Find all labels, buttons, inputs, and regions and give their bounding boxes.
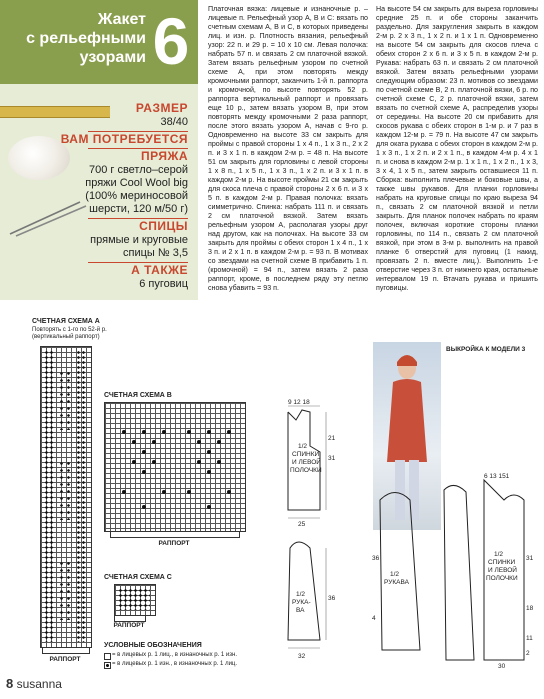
chart-a-stitches: [58, 460, 72, 520]
yarn-line: 700 г светло–серой: [88, 164, 188, 176]
dim-label: 31: [328, 455, 336, 462]
dim-label: 11: [526, 635, 533, 642]
title-line: Жакет: [97, 11, 146, 28]
also-heading: А ТАКЖЕ: [131, 263, 188, 277]
rapport-label: РАППОРТ: [158, 540, 190, 547]
measuring-tape-image: [0, 106, 110, 118]
purl-symbol-icon: [104, 662, 111, 669]
needles-line: спицы № 3,5: [122, 247, 188, 259]
dim-label: 2: [526, 650, 530, 657]
chart-a-stitches: [76, 350, 86, 642]
dim-label: 30: [498, 663, 506, 670]
front-label: ПОЛОЧКИ: [290, 467, 322, 474]
yarn-heading: ПРЯЖА: [141, 149, 188, 163]
instructions-column-2: На высоте 54 см закрыть для выреза горловины средние 25 п. и обе стороны заканчить раздельно. Для закругления закрыть в каждом 2-м р. 2 х 3 п., 1 х 2 п. и 1 х 1 п. Одновременно на высоте 54 см закрыть для скосов плеча с обеих сторон 2 х 6 п. и 3 х 5 п. в каждом 2-м р. Рукава: набрать 63 п. и связать 2 см платочной вязкой. Затем вязать рельефными узорами следующим образом: 23 п. мотивов со звездами по счетной схеме В, 2 п. платочной вязки, 6 р. по счетной схеме С, 2 р. платочной вязки, затем вязать по счетной схеме А, распределив узоры от середины. На высоте 20 см прибавить для скосов рукава с обеих сторон в 1-м р. и 7 раз в каждом 12-м р. = 79 п. На высоте 47 см закрыть для оката рукава с обеих сторон в каждом 2-м р. 1 х 3 п., 1 х 2 п. и 2 х 1 п., в каждом 4-м р. 4 х 1 п. и снова в каждом 2-м р. 1 х 1 п., 1 х 2 п., 1 х 3, 3 х 4, 1 х 5 п., затем закрыть оставшиеся 11 п. Сборка: выполнить плечевые и боковые швы, а также швы рукавов. Для планки горловины набрать на круговые спицы по краю выреза 94 п., связать 2 см платочной вязкой и петли закрыть. Для планок полочек набрать по краям полочек, включая короткие стороны планки горловины, по 114 п., связать 2 см платочной вязкой, при этом в 3-м р. выполнить на правой планке 6 отверстий для пуговиц (1 накид, провязать 2 п. вместе лиц.). Выполнить 1-е отверстие через 3 п. от нижнего края, остальные интервалом 19 п. Втачать рукава и пришить пуговицы.: [376, 5, 538, 292]
dim-label: 36: [372, 555, 380, 562]
yarn-line: пряжи Cool Wool big: [85, 177, 188, 189]
instructions-column-1: Платочная вязка: лицевые и изнаночные р. – лицевые п. Рельефный узор А, В и С: вязать по счетным схемам А, В и С, в которых приведены лиц. и изн. р. Плотность вязания, рельефный узор: 22 п. и 29 р. = 10 х 10 см. Левая полочка: набрать 57 п. и связать 2 см платочной вязкой. Затем вязать рельефным узором по счетной схеме А, при этом повторять между кромочными раппорт, заканчить 1-й п. раппорта и кромочной, по высоте повторять 52 р. раппорта вертикальный раппорт и провязать еще 10 р., затем вязать узором В, при этом повторять между кромочными 2 раза раппорт, после этого вязать узором А, начав с 9-го р. Одновременно на высоте 33 см закрыть для проймы с правой стороны 1 х 4 п., 1 х 3 п., 2 х 2 п. и 3 х 1 п. в каждом 2-м р. = 48 п. На высоте 51 см закрыть для горловины с левой стороны 1 х 8 п., 1 х 5 п., 1 х 3 п., 1 х 2 п. и 3 х 1 п. в каждом 2-м р. На высоте проймы 21 см закрыть для скоса плеча с правой стороны 2 х 6 п. и 3 х 5 п. в каждом 2-м р. Правая полочка: вязать симметрично. Спинка: набрать 111 п. и связать 2 см платочной вязкой. Затем вязать рельефным узором А, располагая узоры друг над другом, как на полочках. На высоте 33 см закрыть для проймы с обеих сторон 1 х 4 п., 1 х 3 п. и 2 х 1 п. в каждом 2-м р. = 93 п. В мотивах со звездами на счетной схеме В прибавить 1 п. (кромочной) = 94 п., затем вязать 2 раза раппорт, кроме, в последнем ряду эту петлю снова убавить = 93 п.: [208, 5, 368, 292]
front-label: И ЛЕВОЙ: [292, 459, 321, 466]
title-line: узорами: [79, 49, 146, 66]
rapport-bracket: [110, 532, 240, 538]
chart-a-note: Повторять с 1-го по 52-й р. (вертикальный раппорт): [32, 327, 107, 340]
legend-title: УСЛОВНЫЕ ОБОЗНАЧЕНИЯ: [104, 642, 202, 649]
legend-item: = в лицевых р. 1 лиц., в изнаночных р. 1 изн.: [112, 652, 238, 658]
front-label: 1/2: [298, 443, 308, 450]
chart-a-title: СЧЕТНАЯ СХЕМА А: [32, 318, 100, 325]
sleeve-label: РУКАВА: [384, 579, 409, 586]
needles-line: прямые и круговые: [90, 234, 188, 246]
chart-b-star-motifs: [104, 402, 244, 530]
dim-label: 32: [298, 653, 306, 660]
front-label: ПОЛОЧКИ: [486, 575, 518, 582]
dim-label: 25: [298, 521, 306, 528]
title-banner: [0, 0, 198, 84]
dim-label: 4: [372, 615, 376, 622]
knitting-needles-image: [8, 198, 88, 238]
dim-label: 6 13 151: [484, 473, 510, 480]
size-heading: РАЗМЕР: [135, 101, 188, 115]
front-label: И ЛЕВОЙ: [488, 567, 517, 574]
rapport-bracket: [42, 648, 90, 654]
page-number: 8: [6, 676, 14, 691]
front-label: СПИНКИ: [488, 559, 516, 566]
magazine-brand: susanna: [16, 677, 62, 691]
dim-label: 18: [526, 605, 534, 612]
yarn-line: шерсти, 120 м/50 г): [89, 203, 188, 215]
sleeve-diagram-right: [370, 480, 450, 670]
yarn-line: (100% мериносовой: [85, 190, 188, 202]
legend-item: = в лицевых р. 1 изн., в изнаночных р. 1 лиц.: [112, 661, 238, 667]
chart-c-title: СЧЕТНАЯ СХЕМА С: [104, 574, 172, 581]
size-value: 38/40: [160, 116, 188, 128]
dim-label: 9 12 18: [288, 399, 310, 406]
chart-b-title: СЧЕТНАЯ СХЕМА В: [104, 392, 172, 399]
chart-a-stitches: [58, 560, 72, 620]
sleeve-label: 1/2: [390, 571, 400, 578]
need-heading: ВАМ ПОТРЕБУЕТСЯ: [60, 132, 188, 146]
title-line: с рельефными: [26, 30, 146, 47]
chart-a-stitches: [44, 350, 54, 642]
knit-symbol-icon: [104, 653, 111, 660]
needles-heading: СПИЦЫ: [139, 219, 188, 233]
rapport-label: РАППОРТ: [49, 656, 81, 663]
page-footer: [6, 676, 62, 691]
front-label: СПИНКИ: [292, 451, 320, 458]
front-label: 1/2: [494, 551, 504, 558]
dim-label: 36: [328, 595, 336, 602]
sleeve-label: РУКА-: [292, 599, 311, 606]
chart-c-stitches: [118, 588, 150, 610]
materials-sidebar: [0, 0, 198, 300]
dim-label: 31: [526, 555, 534, 562]
pattern-diagram-left: [258, 400, 358, 670]
dim-label: 21: [328, 435, 336, 442]
sleeve-label: ВА: [296, 607, 305, 614]
also-value: 6 пуговиц: [139, 278, 188, 290]
garment-title: [6, 10, 146, 67]
sleeve-label: 1/2: [296, 591, 306, 598]
rapport-label: РАППОРТ: [113, 622, 145, 629]
chart-a-stitches: [58, 370, 72, 430]
pattern-title: ВЫКРОЙКА К МОДЕЛИ 3: [446, 346, 526, 353]
pattern-diagram-right: [444, 360, 544, 670]
model-number: 6: [152, 4, 190, 78]
